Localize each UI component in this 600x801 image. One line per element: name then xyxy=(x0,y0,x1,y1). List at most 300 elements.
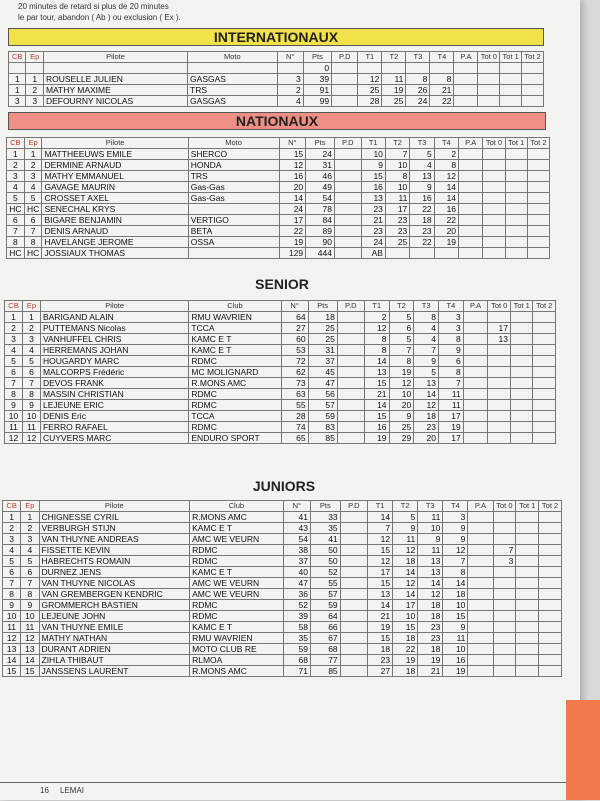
cell-cb: 4 xyxy=(7,182,25,193)
cell-pd xyxy=(334,226,361,237)
cell-pilote: ROUSELLE JULIEN xyxy=(43,74,187,85)
cell-t2: 9 xyxy=(393,523,418,534)
column-header-pa: P.A xyxy=(454,52,478,63)
cell-cb: 13 xyxy=(3,644,21,655)
cell-club: RMU WAVRIEN xyxy=(189,312,281,323)
cell-ep: 1 xyxy=(21,512,39,523)
cell-moto: GASGAS xyxy=(188,96,278,107)
cell-tot2 xyxy=(539,556,562,567)
cell-num: 36 xyxy=(283,589,310,600)
cell-t2: 17 xyxy=(385,204,409,215)
cell-pilote: GAVAGE MAURIN xyxy=(42,182,188,193)
cell-t4: 9 xyxy=(443,534,468,545)
cell-ep: 7 xyxy=(21,578,39,589)
column-header-t2: T2 xyxy=(382,52,406,63)
cell-t2 xyxy=(385,248,409,259)
cell-pts: 67 xyxy=(311,633,341,644)
cell-ep: 1 xyxy=(22,312,40,323)
cell-t1: 14 xyxy=(368,512,393,523)
cell-t2: 25 xyxy=(389,422,414,433)
table-row xyxy=(9,96,544,107)
cell-t2: 18 xyxy=(393,666,418,677)
cell-num: 58 xyxy=(283,622,310,633)
cell-ep: 3 xyxy=(21,534,39,545)
cell-tot2 xyxy=(527,226,549,237)
cell-ep: 15 xyxy=(21,666,39,677)
cell-t3: 18 xyxy=(418,600,443,611)
table-row xyxy=(3,655,562,666)
cell-t3: 22 xyxy=(410,204,434,215)
column-header-tot1: Tot 1 xyxy=(500,52,522,63)
table-row xyxy=(5,367,556,378)
cell-pilote: CUYVERS MARC xyxy=(40,433,188,444)
cell-t1: 13 xyxy=(368,589,393,600)
cell-tot2 xyxy=(533,433,556,444)
cell-t4: 9 xyxy=(439,345,464,356)
cell-t2: 10 xyxy=(385,160,409,171)
cell-pa xyxy=(463,378,488,389)
cell-cb: 8 xyxy=(3,589,21,600)
cell-tot0 xyxy=(493,611,516,622)
cell-pa xyxy=(459,160,483,171)
cell-tot0 xyxy=(483,248,505,259)
cell-t1 xyxy=(358,63,382,74)
cell-num: 129 xyxy=(279,248,306,259)
cell-tot2 xyxy=(539,578,562,589)
cell-tot1 xyxy=(500,74,522,85)
table-row xyxy=(3,666,562,677)
cell-tot2 xyxy=(533,411,556,422)
table-row xyxy=(9,74,544,85)
cell-tot2 xyxy=(539,512,562,523)
cell-num: 52 xyxy=(283,600,310,611)
cell-tot0 xyxy=(493,633,516,644)
cell-ep: 9 xyxy=(21,600,39,611)
cell-moto: VERTIGO xyxy=(188,215,279,226)
cell-tot0: 7 xyxy=(493,545,516,556)
juniors-table xyxy=(2,500,562,677)
table-row xyxy=(7,160,550,171)
cell-pilote: FISSETTE KEVIN xyxy=(39,545,190,556)
cell-t3: 23 xyxy=(418,633,443,644)
column-header-t4: T4 xyxy=(443,501,468,512)
column-header-tot1: Tot 1 xyxy=(510,301,532,312)
column-header-t4: T4 xyxy=(430,52,454,63)
column-header-t3: T3 xyxy=(414,301,439,312)
table-row xyxy=(9,63,544,74)
cell-t1: 2 xyxy=(364,312,389,323)
cell-ep: 2 xyxy=(22,323,40,334)
cell-pd xyxy=(337,422,364,433)
cell-num: 16 xyxy=(279,171,306,182)
cell-t4: 11 xyxy=(439,400,464,411)
cell-t4: 6 xyxy=(439,356,464,367)
cell-moto: Gas-Gas xyxy=(188,193,279,204)
cell-ep xyxy=(26,63,43,74)
cell-pa xyxy=(463,356,488,367)
cell-pd xyxy=(340,611,367,622)
column-header-num: N° xyxy=(279,138,306,149)
cell-moto: TRS xyxy=(188,171,279,182)
cell-t4: 12 xyxy=(434,171,458,182)
cell-t1: 21 xyxy=(368,611,393,622)
cell-tot1 xyxy=(510,378,532,389)
cell-pts: 54 xyxy=(306,193,335,204)
cell-pa xyxy=(463,323,488,334)
cell-tot2 xyxy=(522,74,544,85)
cell-t4: 18 xyxy=(443,589,468,600)
nationaux-table xyxy=(6,137,550,259)
cell-pa xyxy=(459,171,483,182)
cell-club: KAMC E T xyxy=(190,567,284,578)
cell-t4: 9 xyxy=(443,523,468,534)
table-row xyxy=(7,171,550,182)
cell-pilote: SENECHAL KRYS xyxy=(42,204,188,215)
cell-tot1 xyxy=(516,611,539,622)
section-title-senior: SENIOR xyxy=(255,276,309,292)
cell-pts: 59 xyxy=(308,411,337,422)
cell-tot0 xyxy=(478,74,500,85)
cell-num: 38 xyxy=(283,545,310,556)
cell-t3: 9 xyxy=(410,182,434,193)
cell-moto: BETA xyxy=(188,226,279,237)
cell-pd xyxy=(334,149,361,160)
cell-cb: 7 xyxy=(5,378,23,389)
column-header-pilote: Pilote xyxy=(42,138,188,149)
cell-t1: 7 xyxy=(368,523,393,534)
cell-ep: 3 xyxy=(24,171,42,182)
cell-club: RDMC xyxy=(189,422,281,433)
cell-pilote: HERREMANS JOHAN xyxy=(40,345,188,356)
column-header-t2: T2 xyxy=(389,301,414,312)
cell-num: 35 xyxy=(283,633,310,644)
cell-t4: 17 xyxy=(439,433,464,444)
cell-pd xyxy=(337,378,364,389)
cell-pts: 50 xyxy=(311,545,341,556)
cell-club: MC MOLIGNARD xyxy=(189,367,281,378)
cell-t1: 15 xyxy=(361,171,385,182)
cell-ep: 12 xyxy=(22,433,40,444)
cell-pts: 57 xyxy=(311,589,341,600)
cell-tot1 xyxy=(505,204,527,215)
cell-tot2 xyxy=(533,323,556,334)
cell-pilote: CROSSET AXEL xyxy=(42,193,188,204)
cell-tot1 xyxy=(516,512,539,523)
senior-table xyxy=(4,300,556,444)
table-row xyxy=(7,182,550,193)
cell-tot2 xyxy=(522,85,544,96)
cell-pilote: VAN GREMBERGEN KENDRIC xyxy=(39,589,190,600)
cell-pd xyxy=(334,215,361,226)
cell-tot1 xyxy=(510,312,532,323)
cell-pa xyxy=(468,655,493,666)
cell-num: 72 xyxy=(281,356,308,367)
cell-club: KAMC E T xyxy=(189,345,281,356)
cell-ep: 11 xyxy=(22,422,40,433)
table-row xyxy=(3,556,562,567)
cell-t2: 5 xyxy=(393,512,418,523)
cell-ep: 9 xyxy=(22,400,40,411)
cell-ep: 5 xyxy=(24,193,42,204)
table-row xyxy=(5,400,556,411)
cell-t3: 5 xyxy=(414,367,439,378)
column-header-num: N° xyxy=(281,301,308,312)
cell-pa xyxy=(468,523,493,534)
cell-ep: 5 xyxy=(22,356,40,367)
cell-tot2 xyxy=(527,237,549,248)
table-row xyxy=(5,345,556,356)
cell-num: 59 xyxy=(283,644,310,655)
column-header-tot0: Tot 0 xyxy=(483,138,505,149)
cell-pilote: JANSSENS LAURENT xyxy=(39,666,190,677)
cell-ep: 1 xyxy=(24,149,42,160)
cell-pilote: MATHY NATHAN xyxy=(39,633,190,644)
cell-t1: 23 xyxy=(361,226,385,237)
cell-cb: 8 xyxy=(5,389,23,400)
cell-pd xyxy=(340,512,367,523)
cell-tot2 xyxy=(533,356,556,367)
cell-t4: 2 xyxy=(434,149,458,160)
cell-tot2 xyxy=(533,422,556,433)
cell-tot0 xyxy=(483,160,505,171)
cell-t2: 10 xyxy=(385,182,409,193)
cell-cb xyxy=(9,63,26,74)
cell-t2: 17 xyxy=(393,600,418,611)
cell-num: 15 xyxy=(279,149,306,160)
cell-t2: 7 xyxy=(389,345,414,356)
cell-pilote: MATHY MAXIME xyxy=(43,85,187,96)
cell-pa xyxy=(468,666,493,677)
cell-ep: HC xyxy=(24,248,42,259)
table-row xyxy=(5,312,556,323)
column-header-tot1: Tot 1 xyxy=(505,138,527,149)
cell-t2: 10 xyxy=(393,611,418,622)
cell-club: RDMC xyxy=(189,389,281,400)
cell-t3: 14 xyxy=(414,389,439,400)
column-header-pa: P.A xyxy=(459,138,483,149)
cell-pa xyxy=(468,534,493,545)
column-header-tot2: Tot 2 xyxy=(539,501,562,512)
cell-tot2 xyxy=(539,644,562,655)
cell-t1: 15 xyxy=(364,378,389,389)
cell-num: 41 xyxy=(283,512,310,523)
cell-pd xyxy=(337,389,364,400)
cell-pilote: BARIGAND ALAIN xyxy=(40,312,188,323)
cell-cb: 6 xyxy=(7,215,25,226)
column-header-pts: Pts xyxy=(308,301,337,312)
cell-pts: 84 xyxy=(306,215,335,226)
cell-t2: 11 xyxy=(393,534,418,545)
cell-ep: 10 xyxy=(21,611,39,622)
cell-pd xyxy=(334,160,361,171)
cell-t1: 19 xyxy=(364,433,389,444)
cell-cb: 3 xyxy=(7,171,25,182)
cell-t2: 12 xyxy=(393,578,418,589)
cell-pilote: DENIS Eric xyxy=(40,411,188,422)
cell-pa xyxy=(454,74,478,85)
cell-tot1 xyxy=(516,655,539,666)
cell-cb: 9 xyxy=(3,600,21,611)
cell-pts: 50 xyxy=(311,556,341,567)
cell-pilote: CHIGNESSE CYRIL xyxy=(39,512,190,523)
cell-pa xyxy=(459,182,483,193)
cell-tot2 xyxy=(539,666,562,677)
column-header-pd: P.D xyxy=(332,52,358,63)
cell-t3 xyxy=(410,248,434,259)
cell-t4: 11 xyxy=(439,389,464,400)
cell-tot2 xyxy=(527,160,549,171)
column-header-tot0: Tot 0 xyxy=(478,52,500,63)
cell-club: RLMOA xyxy=(190,655,284,666)
cell-pa xyxy=(459,193,483,204)
cell-tot0 xyxy=(478,96,500,107)
column-header-tot1: Tot 1 xyxy=(516,501,539,512)
cell-pd xyxy=(340,666,367,677)
cell-pd xyxy=(334,248,361,259)
cell-t4: 21 xyxy=(430,85,454,96)
cell-pa xyxy=(468,633,493,644)
cell-tot1 xyxy=(510,422,532,433)
column-header-ep: Ep xyxy=(26,52,43,63)
cell-tot1 xyxy=(500,96,522,107)
cell-tot2 xyxy=(539,633,562,644)
cell-t4: 11 xyxy=(443,633,468,644)
header-line-2: le par tour, abandon ( Ab ) ou exclusion ( Ex ). xyxy=(18,13,181,22)
cell-tot1 xyxy=(505,182,527,193)
cell-tot1 xyxy=(516,600,539,611)
cell-num: 53 xyxy=(281,345,308,356)
cell-pts: 89 xyxy=(306,226,335,237)
cell-pa xyxy=(468,545,493,556)
cell-pts: 83 xyxy=(308,422,337,433)
cell-pd xyxy=(332,63,358,74)
cell-t2: 25 xyxy=(382,96,406,107)
table-row xyxy=(3,534,562,545)
cell-tot2 xyxy=(527,193,549,204)
table-row xyxy=(5,323,556,334)
table-row xyxy=(7,215,550,226)
cell-tot0 xyxy=(488,356,510,367)
table-row xyxy=(5,334,556,345)
cell-tot1 xyxy=(516,589,539,600)
cell-pilote: MATHY EMMANUEL xyxy=(42,171,188,182)
cell-tot0 xyxy=(493,567,516,578)
cell-cb: 9 xyxy=(5,400,23,411)
cell-t3: 11 xyxy=(418,545,443,556)
cell-tot2 xyxy=(527,248,549,259)
cell-t1: 9 xyxy=(361,160,385,171)
cell-pa xyxy=(463,422,488,433)
cell-pts: 57 xyxy=(308,400,337,411)
cell-pts: 45 xyxy=(308,367,337,378)
cell-pa xyxy=(459,215,483,226)
cell-t1: 23 xyxy=(368,655,393,666)
cell-t3: 26 xyxy=(406,85,430,96)
table-row xyxy=(3,512,562,523)
cell-t3: 11 xyxy=(418,512,443,523)
cell-cb: 6 xyxy=(5,367,23,378)
cell-t1: 15 xyxy=(368,578,393,589)
table-row xyxy=(5,378,556,389)
table-row xyxy=(5,433,556,444)
cell-t4: 22 xyxy=(434,215,458,226)
cell-tot1 xyxy=(505,160,527,171)
cell-pilote: ZIHLA THIBAUT xyxy=(39,655,190,666)
cell-tot0 xyxy=(493,600,516,611)
cell-t4: 3 xyxy=(439,312,464,323)
cell-pilote: DURANT ADRIEN xyxy=(39,644,190,655)
cell-cb: 4 xyxy=(5,345,23,356)
cell-num: 55 xyxy=(281,400,308,411)
column-header-ep: Ep xyxy=(22,301,40,312)
cell-tot2 xyxy=(539,534,562,545)
table-row xyxy=(3,644,562,655)
cell-cb: 2 xyxy=(3,523,21,534)
cell-t3: 23 xyxy=(410,226,434,237)
column-header-tot2: Tot 2 xyxy=(522,52,544,63)
cell-t1: 17 xyxy=(368,567,393,578)
column-header-pilote: Pilote xyxy=(39,501,190,512)
cell-t3: 19 xyxy=(418,655,443,666)
cell-pilote: LEJEUNE ERIC xyxy=(40,400,188,411)
cell-pts: 33 xyxy=(311,512,341,523)
cell-pts: 18 xyxy=(308,312,337,323)
cell-pts: 25 xyxy=(308,323,337,334)
cell-club: RDMC xyxy=(190,556,284,567)
cell-pts: 25 xyxy=(308,334,337,345)
cell-pts: 47 xyxy=(308,378,337,389)
section-title-nationaux: NATIONAUX xyxy=(8,112,546,130)
cell-t3: 18 xyxy=(410,215,434,226)
cell-ep: 7 xyxy=(22,378,40,389)
cell-tot1 xyxy=(510,334,532,345)
cell-num: 54 xyxy=(283,534,310,545)
cell-cb: 1 xyxy=(7,149,25,160)
cell-t1: 8 xyxy=(364,334,389,345)
cell-pts: 46 xyxy=(306,171,335,182)
cell-pd xyxy=(337,312,364,323)
cell-t3: 14 xyxy=(418,578,443,589)
cell-tot1 xyxy=(500,85,522,96)
cell-num: 74 xyxy=(281,422,308,433)
cell-ep: 6 xyxy=(24,215,42,226)
cell-t3: 18 xyxy=(418,644,443,655)
cell-pts: 56 xyxy=(308,389,337,400)
column-header-row xyxy=(5,301,556,312)
cell-pts: 85 xyxy=(311,666,341,677)
cell-t2: 22 xyxy=(393,644,418,655)
cell-ep: 3 xyxy=(26,96,43,107)
cell-tot0 xyxy=(493,644,516,655)
cell-tot2 xyxy=(527,215,549,226)
cell-t2: 18 xyxy=(393,633,418,644)
cell-pa xyxy=(468,556,493,567)
cell-tot0 xyxy=(488,345,510,356)
cell-pa xyxy=(454,85,478,96)
cell-t2: 25 xyxy=(385,237,409,248)
cell-tot0 xyxy=(493,622,516,633)
cell-cb: 7 xyxy=(3,578,21,589)
cell-tot0 xyxy=(488,367,510,378)
cell-pts: 0 xyxy=(303,63,331,74)
cell-tot1 xyxy=(510,367,532,378)
cell-ep: 6 xyxy=(22,367,40,378)
column-header-ep: Ep xyxy=(21,501,39,512)
cell-t2: 19 xyxy=(382,85,406,96)
cell-t4: 17 xyxy=(439,411,464,422)
cell-num: 19 xyxy=(279,237,306,248)
column-header-t1: T1 xyxy=(364,301,389,312)
